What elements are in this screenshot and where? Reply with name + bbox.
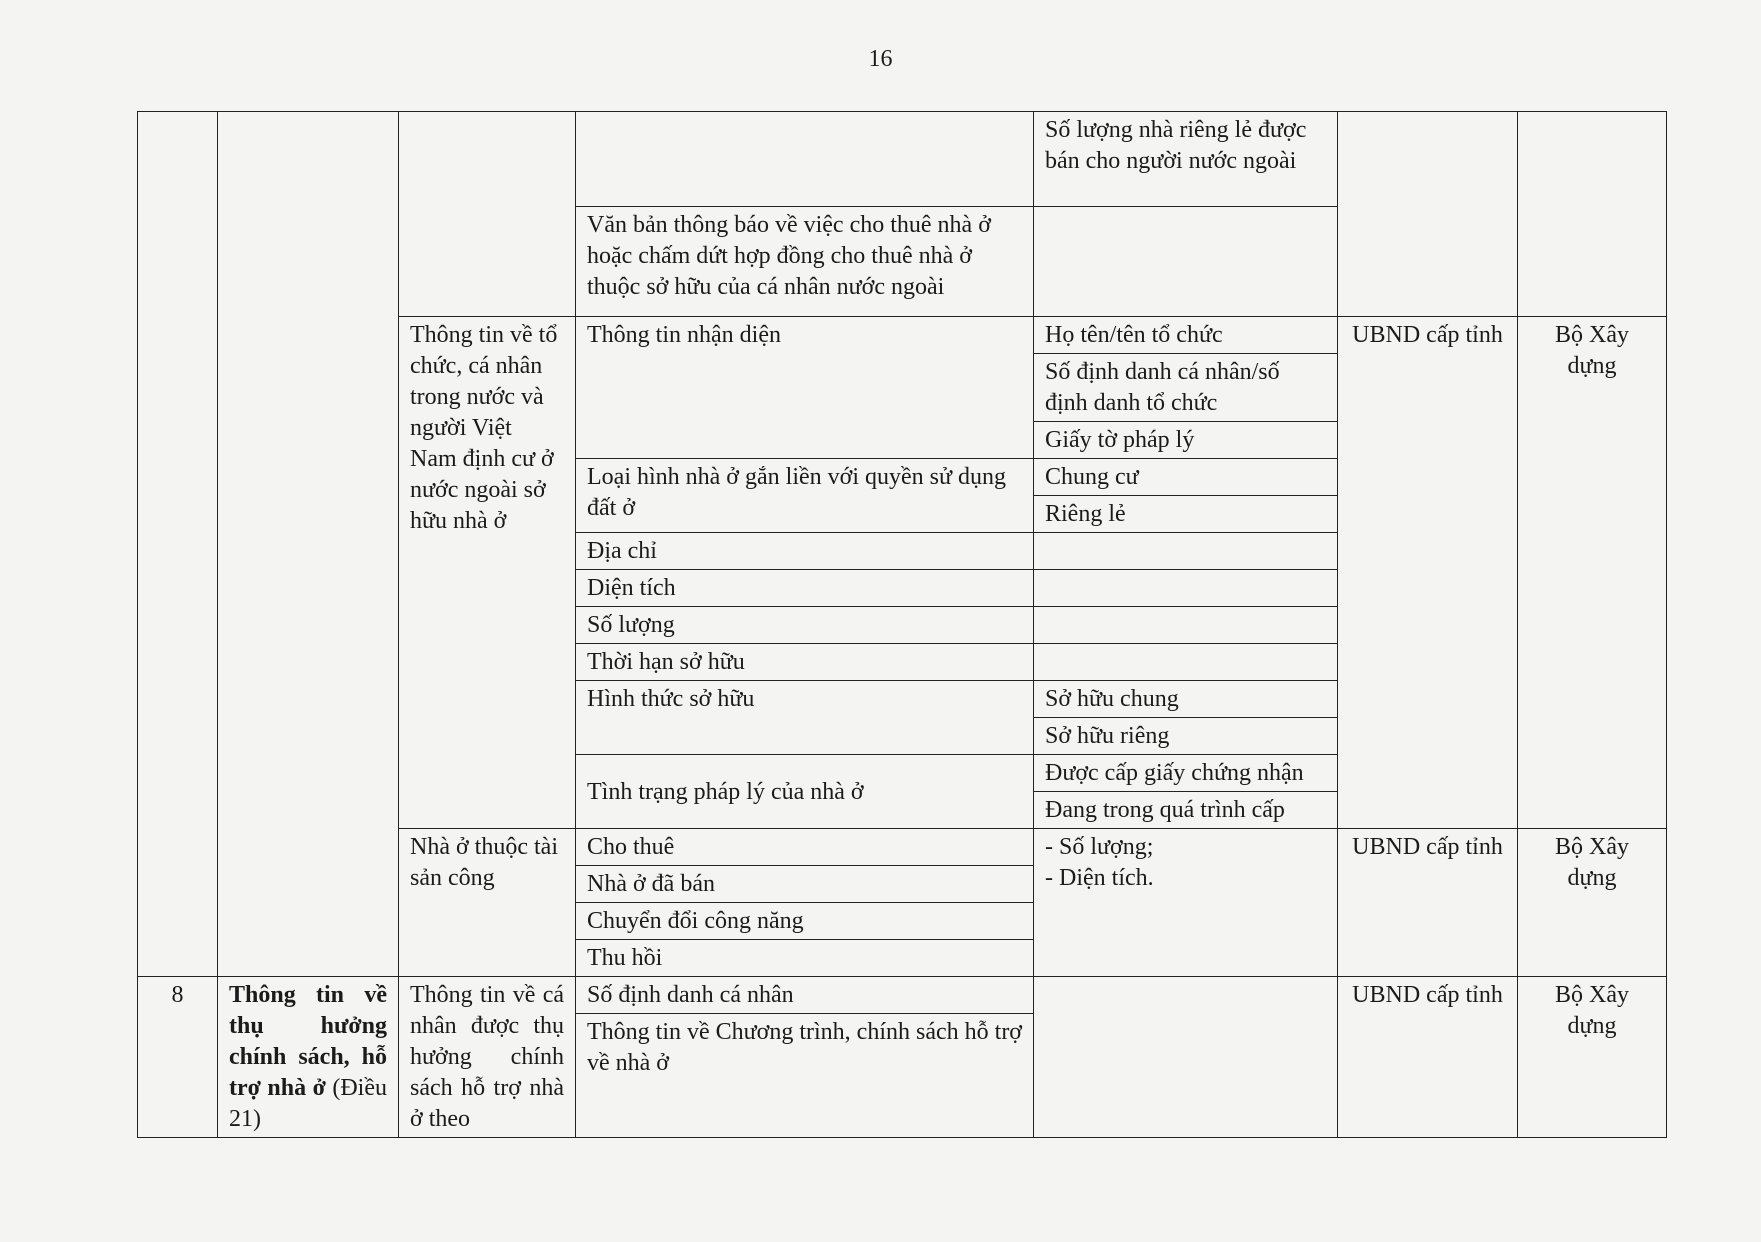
group-cell: Nhà ở thuộc tài sản công — [399, 829, 576, 977]
detail-cell: Đang trong quá trình cấp — [1034, 792, 1338, 829]
detail-cell: Số định danh cá nhân/số định danh tổ chức — [1034, 354, 1338, 422]
ministry-cell: Bộ Xây dựng — [1518, 977, 1667, 1138]
detail-cell-empty — [1034, 607, 1338, 644]
info-cell: Địa chỉ — [576, 533, 1034, 570]
category-title: Thông tin về thụ hưởng chính sách, hỗ trợ nhà ở — [229, 982, 387, 1101]
stt-cell-continued — [138, 112, 218, 977]
detail-cell: Giấy tờ pháp lý — [1034, 422, 1338, 459]
detail-cell: Sở hữu chung — [1034, 681, 1338, 718]
ministry-cell-continued — [1518, 112, 1667, 317]
info-cell: Cho thuê — [576, 829, 1034, 866]
ministry-cell: Bộ Xây dựng — [1518, 317, 1667, 829]
detail-cell: Được cấp giấy chứng nhận — [1034, 755, 1338, 792]
detail-cell: Chung cư — [1034, 459, 1338, 496]
info-cell: Văn bản thông báo về việc cho thuê nhà ở hoặc chấm dứt hợp đồng cho thuê nhà ở thuộc sở hữu của cá nhân nước ngoài — [576, 207, 1034, 317]
info-cell: Thông tin nhận diện — [576, 317, 1034, 459]
info-cell: Tình trạng pháp lý của nhà ở — [576, 755, 1034, 829]
info-cell: Nhà ở đã bán — [576, 866, 1034, 903]
info-cell: Loại hình nhà ở gắn liền với quyền sử dụng đất ở — [576, 459, 1034, 533]
detail-cell: Sở hữu riêng — [1034, 718, 1338, 755]
info-cell-continued — [576, 112, 1034, 207]
agency-cell: UBND cấp tỉnh — [1338, 977, 1518, 1138]
group-cell: Thông tin về cá nhân được thụ hưởng chính sách hỗ trợ nhà ở theo — [399, 977, 576, 1138]
data-table — [137, 111, 1667, 1138]
page-number: 16 — [868, 46, 893, 72]
category-cell — [218, 977, 399, 1138]
detail-cell-empty — [1034, 977, 1338, 1138]
category-reference: (Điều 21) — [229, 1075, 388, 1132]
info-cell: Chuyển đổi công năng — [576, 903, 1034, 940]
group-cell-continued — [399, 112, 576, 317]
group-cell: Thông tin về tổ chức, cá nhân trong nước và người Việt Nam định cư ở nước ngoài sở hữu nhà ở — [399, 317, 576, 829]
info-cell: Số định danh cá nhân — [576, 977, 1034, 1014]
info-cell: Thời hạn sở hữu — [576, 644, 1034, 681]
info-cell: Thu hồi — [576, 940, 1034, 977]
info-cell: Thông tin về Chương trình, chính sách hỗ trợ về nhà ở — [576, 1014, 1034, 1138]
ministry-cell: Bộ Xây dựng — [1518, 829, 1667, 977]
detail-cell-empty — [1034, 644, 1338, 681]
detail-cell: Riêng lẻ — [1034, 496, 1338, 533]
category-cell-continued — [218, 112, 399, 977]
detail-cell: Họ tên/tên tổ chức — [1034, 317, 1338, 354]
detail-cell-empty — [1034, 207, 1338, 317]
info-cell: Hình thức sở hữu — [576, 681, 1034, 755]
info-cell: Số lượng — [576, 607, 1034, 644]
info-cell: Diện tích — [576, 570, 1034, 607]
agency-cell: UBND cấp tỉnh — [1338, 317, 1518, 829]
detail-cell-empty — [1034, 533, 1338, 570]
detail-cell-empty — [1034, 570, 1338, 607]
stt-cell: 8 — [138, 977, 218, 1138]
agency-cell-continued — [1338, 112, 1518, 317]
detail-cell: Số lượng nhà riêng lẻ được bán cho người nước ngoài — [1034, 112, 1338, 207]
agency-cell: UBND cấp tỉnh — [1338, 829, 1518, 977]
detail-cell: - Số lượng; - Diện tích. — [1034, 829, 1338, 977]
